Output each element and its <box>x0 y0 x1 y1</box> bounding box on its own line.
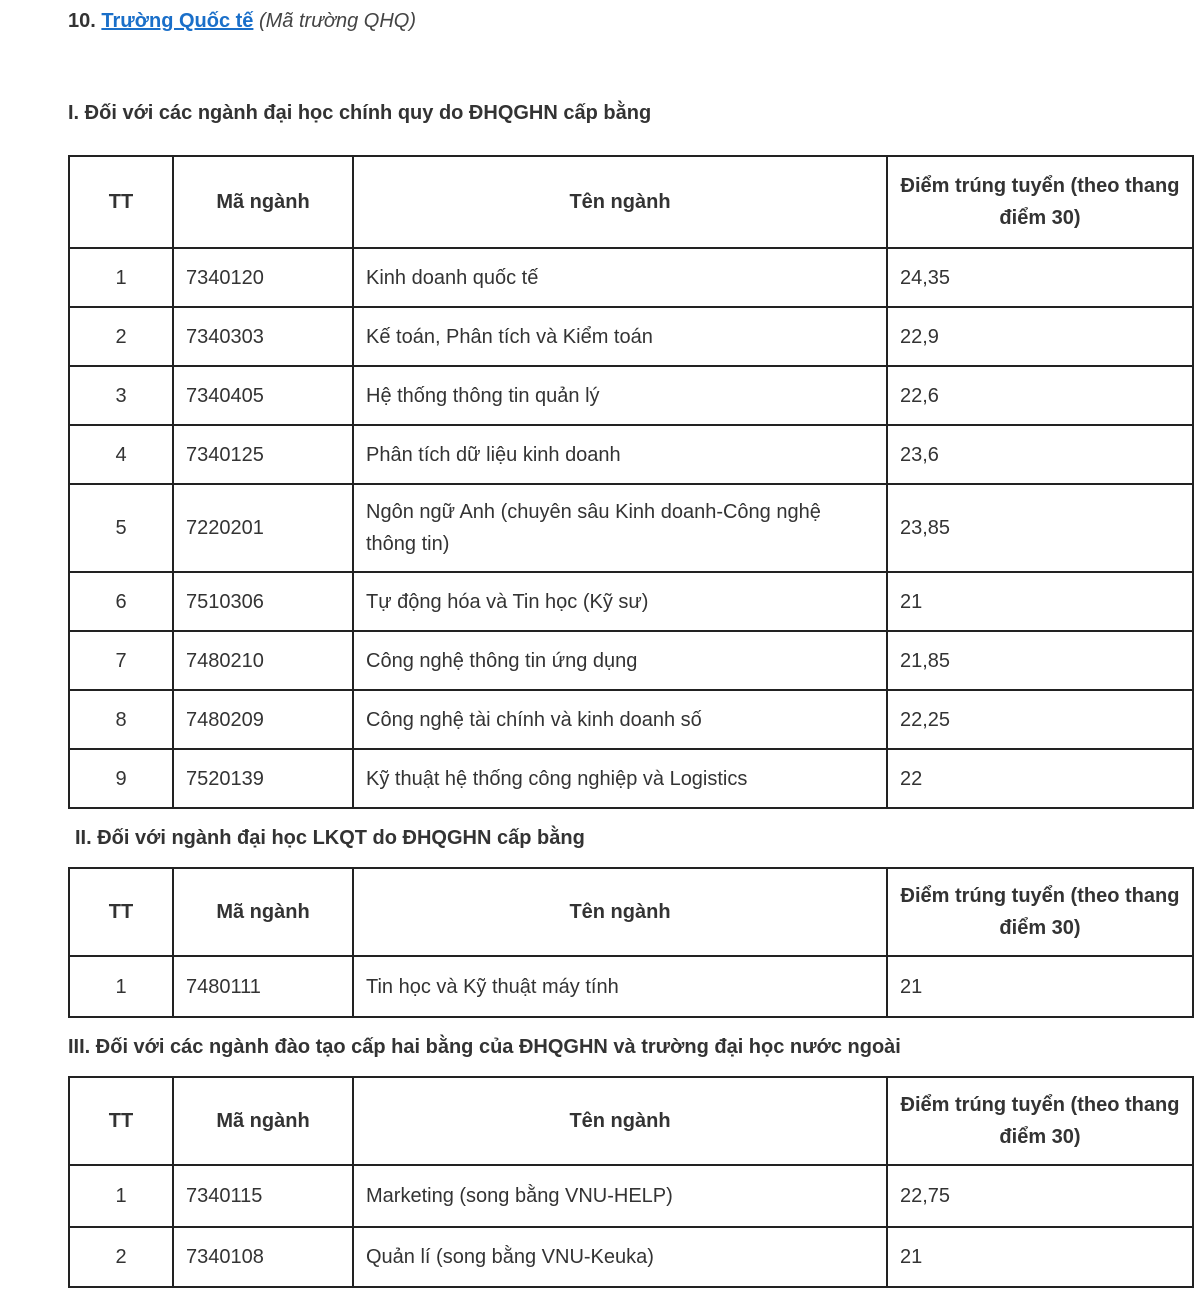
cell-score: 21 <box>887 956 1193 1017</box>
col-header-name: Tên ngành <box>353 1077 887 1165</box>
table-row <box>69 425 1193 484</box>
cell-code: 7520139 <box>173 749 353 808</box>
section-3-title: III. Đối với các ngành đào tạo cấp hai bằng của ĐHQGHN và trường đại học nước ngoài <box>68 1036 901 1058</box>
school-code: (Mã trường QHQ) <box>258 10 416 32</box>
cell-score: 22,9 <box>887 307 1193 366</box>
table-header-row <box>69 1077 1193 1165</box>
section-1-table <box>68 155 1194 809</box>
col-header-score: Điểm trúng tuyển (theo thang điểm 30) <box>887 868 1193 956</box>
cell-code: 7480209 <box>173 690 353 749</box>
col-header-name: Tên ngành <box>353 156 887 248</box>
cell-score: 23,85 <box>887 484 1193 572</box>
cell-tt: 4 <box>69 425 173 484</box>
cell-score: 23,6 <box>887 425 1193 484</box>
cell-score: 22,75 <box>887 1165 1193 1227</box>
cell-code: 7340125 <box>173 425 353 484</box>
table-row <box>69 956 1193 1017</box>
cell-name: Ngôn ngữ Anh (chuyên sâu Kinh doanh-Công nghệ thông tin) <box>353 484 887 572</box>
cell-code: 7340108 <box>173 1227 353 1287</box>
cell-score: 22,25 <box>887 690 1193 749</box>
col-header-tt: TT <box>69 156 173 248</box>
cell-score: 21 <box>887 1227 1193 1287</box>
cell-tt: 9 <box>69 749 173 808</box>
table-row <box>69 572 1193 631</box>
cell-code: 7340120 <box>173 248 353 307</box>
cell-name: Marketing (song bằng VNU-HELP) <box>353 1165 887 1227</box>
section-1-title: I. Đối với các ngành đại học chính quy do ĐHQGHN cấp bằng <box>68 102 652 124</box>
section-2-title: II. Đối với ngành đại học LKQT do ĐHQGHN cấp bằng <box>75 827 585 849</box>
cell-tt: 2 <box>69 1227 173 1287</box>
cell-code: 7340115 <box>173 1165 353 1227</box>
cell-score: 21 <box>887 572 1193 631</box>
cell-name: Quản lí (song bằng VNU-Keuka) <box>353 1227 887 1287</box>
col-header-code: Mã ngành <box>173 868 353 956</box>
cell-tt: 2 <box>69 307 173 366</box>
cell-name: Kỹ thuật hệ thống công nghiệp và Logistics <box>353 749 887 808</box>
cell-tt: 1 <box>69 1165 173 1227</box>
table-row <box>69 484 1193 572</box>
heading-number: 10. <box>68 10 96 32</box>
col-header-score: Điểm trúng tuyển (theo thang điểm 30) <box>887 1077 1193 1165</box>
section-2-table <box>68 867 1194 1018</box>
table-row <box>69 631 1193 690</box>
col-header-code: Mã ngành <box>173 1077 353 1165</box>
cell-tt: 1 <box>69 248 173 307</box>
col-header-tt: TT <box>69 868 173 956</box>
cell-tt: 6 <box>69 572 173 631</box>
school-heading <box>68 10 416 33</box>
col-header-code: Mã ngành <box>173 156 353 248</box>
cell-code: 7480111 <box>173 956 353 1017</box>
col-header-score: Điểm trúng tuyển (theo thang điểm 30) <box>887 156 1193 248</box>
cell-score: 21,85 <box>887 631 1193 690</box>
table-header-row <box>69 156 1193 248</box>
table-row <box>69 1227 1193 1287</box>
cell-tt: 1 <box>69 956 173 1017</box>
cell-score: 22,6 <box>887 366 1193 425</box>
table-row <box>69 248 1193 307</box>
col-header-name: Tên ngành <box>353 868 887 956</box>
cell-tt: 7 <box>69 631 173 690</box>
table-row <box>69 690 1193 749</box>
table-row <box>69 749 1193 808</box>
table-row <box>69 1165 1193 1227</box>
cell-name: Tin học và Kỹ thuật máy tính <box>353 956 887 1017</box>
cell-code: 7480210 <box>173 631 353 690</box>
table-row <box>69 307 1193 366</box>
cell-score: 22 <box>887 749 1193 808</box>
cell-tt: 5 <box>69 484 173 572</box>
section-3-table <box>68 1076 1194 1288</box>
cell-name: Kinh doanh quốc tế <box>353 248 887 307</box>
cell-name: Hệ thống thông tin quản lý <box>353 366 887 425</box>
cell-name: Kế toán, Phân tích và Kiểm toán <box>353 307 887 366</box>
cell-code: 7510306 <box>173 572 353 631</box>
cell-name: Phân tích dữ liệu kinh doanh <box>353 425 887 484</box>
col-header-tt: TT <box>69 1077 173 1165</box>
table-row <box>69 366 1193 425</box>
cell-code: 7220201 <box>173 484 353 572</box>
cell-score: 24,35 <box>887 248 1193 307</box>
cell-tt: 3 <box>69 366 173 425</box>
school-name-link[interactable]: Trường Quốc tế <box>101 10 254 32</box>
cell-name: Công nghệ thông tin ứng dụng <box>353 631 887 690</box>
table-header-row <box>69 868 1193 956</box>
cell-code: 7340303 <box>173 307 353 366</box>
cell-tt: 8 <box>69 690 173 749</box>
cell-code: 7340405 <box>173 366 353 425</box>
cell-name: Tự động hóa và Tin học (Kỹ sư) <box>353 572 887 631</box>
cell-name: Công nghệ tài chính và kinh doanh số <box>353 690 887 749</box>
